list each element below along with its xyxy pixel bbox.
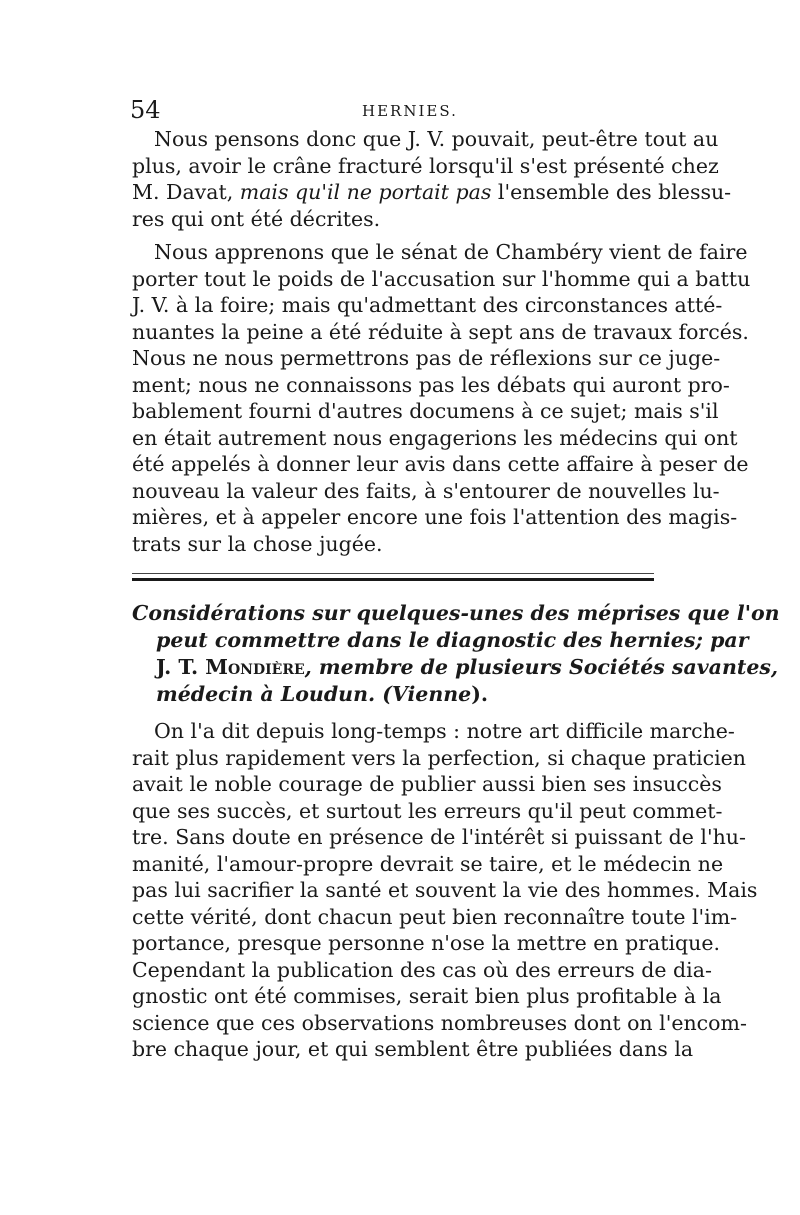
text-line: Cependant la publication des cas où des erreurs de dia- xyxy=(132,957,712,982)
text-line: gnostic ont été commises, serait bien plus profitable à la xyxy=(132,984,722,1008)
text-line: tre. Sans doute en présence de l'intérêt si puissant de l'hu- xyxy=(132,825,746,849)
text-line: que ses succès, et surtout les erreurs qu'il peut commet- xyxy=(132,798,723,823)
title-line: peut commettre dans le diagnostic des hernies; par xyxy=(156,628,749,652)
title-end: ). xyxy=(471,682,489,706)
text-line: plus, avoir le crâne fracturé lorsqu'il s'est présenté chez xyxy=(132,153,719,178)
author-initials: J. T. xyxy=(156,655,206,679)
text-line: avait le noble courage de publier aussi bien ses insuccès xyxy=(132,772,722,796)
text-line: Nous pensons donc que J. V. pouvait, peut-être tout au xyxy=(154,127,719,151)
text-line: en était autrement nous engagerions les médecins qui ont xyxy=(132,425,738,450)
text-run: l'ensemble des blessu- xyxy=(491,180,732,204)
text-line: été appelés à donner leur avis dans cette affaire à peser de xyxy=(132,452,749,476)
paragraph-2 xyxy=(132,239,751,557)
text-line: Nous apprenons que le sénat de Chambéry vient de faire xyxy=(154,240,748,264)
text-line: science que ces observations nombreuses dont on l'encom- xyxy=(132,1010,747,1035)
section-divider-thin xyxy=(132,573,654,574)
paragraph-1 xyxy=(132,126,732,232)
author-region: Vienne xyxy=(391,682,472,706)
author-affiliation: , membre de plusieurs Sociétés savantes, xyxy=(304,655,779,679)
page-number: 54 xyxy=(130,96,161,124)
text-line: bre chaque jour, et qui semblent être publiées dans la xyxy=(132,1037,694,1061)
running-head: HERNIES. xyxy=(362,102,458,120)
text-line: ment; nous ne connaissons pas les débats qui auront pro- xyxy=(132,372,730,397)
text-line: bablement fourni d'autres documens à ce sujet; mais s'il xyxy=(132,399,719,423)
page-header xyxy=(130,96,670,126)
text-line: trats sur la chose jugée. xyxy=(132,531,383,556)
paragraph-3 xyxy=(132,718,758,1063)
title-line xyxy=(132,654,779,681)
article-title xyxy=(132,600,780,708)
section-divider-thick xyxy=(132,578,654,581)
text-line: On l'a dit depuis long-temps : notre art difficile marche- xyxy=(154,719,735,743)
text-line: res qui ont été décrites. xyxy=(132,206,381,231)
title-line xyxy=(132,681,668,708)
text-line: manité, l'amour-propre devrait se taire, et le médecin ne xyxy=(132,851,724,876)
text-line: Nous ne nous permettrons pas de réflexions sur ce juge- xyxy=(132,346,721,370)
italic-emphasis: mais qu'il ne portait pas xyxy=(239,180,492,204)
author-location: médecin à Loudun. ( xyxy=(156,682,392,706)
text-line: nuantes la peine a été réduite à sept ans de travaux forcés. xyxy=(132,319,749,344)
text-line: rait plus rapidement vers la perfection, si chaque praticien xyxy=(132,745,746,770)
text-line: porter tout le poids de l'accusation sur l'homme qui a battu xyxy=(132,266,751,291)
title-line: Considérations sur quelques-unes des méprises que l'on xyxy=(132,601,780,625)
text-line: J. V. à la foire; mais qu'admettant des circonstances atté- xyxy=(132,293,723,317)
text-line: cette vérité, dont chacun peut bien reconnaître toute l'im- xyxy=(132,904,738,929)
text-line: mières, et à appeler encore une fois l'attention des magis- xyxy=(132,505,738,529)
author-name: Mondière xyxy=(205,655,305,679)
text-line: pas lui sacrifier la santé et souvent la vie des hommes. Mais xyxy=(132,878,758,902)
text-line: portance, presque personne n'ose la mettre en pratique. xyxy=(132,931,720,955)
text-run: M. Davat, xyxy=(132,180,240,204)
text-line xyxy=(132,179,732,206)
text-line: nouveau la valeur des faits, à s'entourer de nouvelles lu- xyxy=(132,478,720,503)
